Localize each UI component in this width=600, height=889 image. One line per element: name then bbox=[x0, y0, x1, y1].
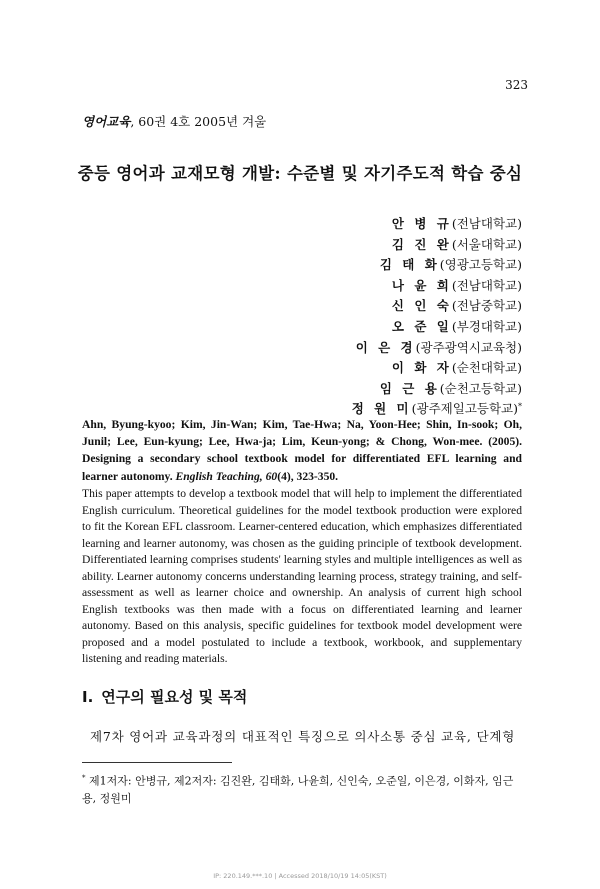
citation bbox=[82, 416, 522, 485]
journal-header bbox=[82, 112, 266, 130]
author-affiliation: (부경대학교) bbox=[451, 318, 522, 334]
citation-text: Ahn, Byung-kyoo; Kim, Jin-Wan; Kim, Tae-Hwa; Na, Yoon-Hee; Shin, In-sook; Oh, Junil; Lee, Eun-kyung; Lee, Hwa-ja; Lim, Keun-yong; & Chong, Won-mee. (2005). Designing a secondary school textbook model for differentiated EFL learning and learner autonomy. bbox=[82, 418, 522, 483]
section-number: I. bbox=[82, 688, 94, 706]
access-stamp: IP: 220.149.***.10 | Accessed 2018/10/19 14:05(KST) bbox=[213, 872, 387, 880]
author-affiliation: (전남중학교) bbox=[451, 298, 522, 314]
section-heading bbox=[82, 686, 247, 707]
author-list bbox=[352, 214, 522, 420]
author-entry bbox=[352, 214, 522, 235]
author-name: 임 근 용 bbox=[379, 380, 440, 396]
author-name: 신 인 숙 bbox=[391, 298, 452, 314]
author-mark: * bbox=[518, 402, 522, 412]
author-entry bbox=[352, 276, 522, 297]
citation-journal: English Teaching, 60 bbox=[175, 469, 278, 483]
author-entry bbox=[352, 358, 522, 379]
page-number: 323 bbox=[505, 78, 528, 92]
author-name: 안 병 규 bbox=[391, 216, 452, 231]
footnote-mark: * bbox=[82, 774, 86, 782]
author-affiliation: (순천대학교) bbox=[451, 360, 522, 376]
author-affiliation: (광주광역시교육청) bbox=[415, 339, 522, 355]
author-name: 김 태 화 bbox=[379, 257, 440, 273]
citation-tail: (4), 323-350. bbox=[277, 469, 339, 483]
section-title: 연구의 필요성 및 목적 bbox=[101, 688, 248, 706]
paper-title: 중등 영어과 교재모형 개발: 수준별 및 자기주도적 학습 중심 bbox=[77, 164, 523, 183]
author-name: 김 진 완 bbox=[391, 236, 452, 252]
footnote-divider bbox=[82, 762, 232, 763]
journal-name: 영어교육 bbox=[82, 114, 131, 129]
footnote-text: 제1저자: 안병규, 제2저자: 김진완, 김태화, 나윤희, 신인숙, 오준일, 이은경, 이화자, 임근용, 정원미 bbox=[82, 774, 514, 805]
author-entry bbox=[352, 379, 522, 400]
author-entry bbox=[352, 235, 522, 256]
author-affiliation: (서울대학교) bbox=[451, 236, 522, 252]
footnote bbox=[82, 770, 522, 807]
author-entry bbox=[352, 296, 522, 317]
author-affiliation: (전남대학교) bbox=[451, 216, 522, 231]
author-name: 이 은 경 bbox=[355, 339, 416, 355]
abstract: This paper attempts to develop a textbook model that will help to implement the differentiated English curriculum. Theoretical guidelines for the model textbook production were explored to fit the Korean EFL classroom. Learner-centered education, which emphasizes differentiated learning and learner autonomy, was chosen as the guiding principle of textbook development. Differentiated learning comprises students' learning styles and multiple intelligences as well as ability. Learner autonomy concerns understanding learning process, strategy training, and self-assessment as well as learner choice and ownership. An analysis of current high school English textbooks was then made with a focus on differentiated learning and learner autonomy. Based on this analysis, specific guidelines for textbook model development were proposed and a model postulated to include a textbook, workbook, and supplementary listening and reading materials. bbox=[82, 487, 522, 665]
author-entry bbox=[352, 317, 522, 338]
author-name: 나 윤 희 bbox=[391, 277, 452, 293]
author-affiliation: (광주제일고등학교) bbox=[411, 401, 518, 417]
author-affiliation: (순천고등학교) bbox=[439, 380, 522, 396]
author-entry bbox=[352, 255, 522, 276]
author-name: 정 원 미 bbox=[351, 401, 412, 417]
author-affiliation: (영광고등학교) bbox=[439, 257, 522, 273]
journal-volume: , 60권 4호 2005년 겨울 bbox=[130, 114, 267, 129]
author-name: 이 화 자 bbox=[391, 360, 452, 376]
author-entry bbox=[352, 338, 522, 359]
body-paragraph: 제7차 영어과 교육과정의 대표적인 특징으로 의사소통 중심 교육, 단계형 bbox=[90, 729, 516, 744]
author-name: 오 준 일 bbox=[391, 318, 452, 334]
author-affiliation: (전남대학교) bbox=[451, 277, 522, 293]
